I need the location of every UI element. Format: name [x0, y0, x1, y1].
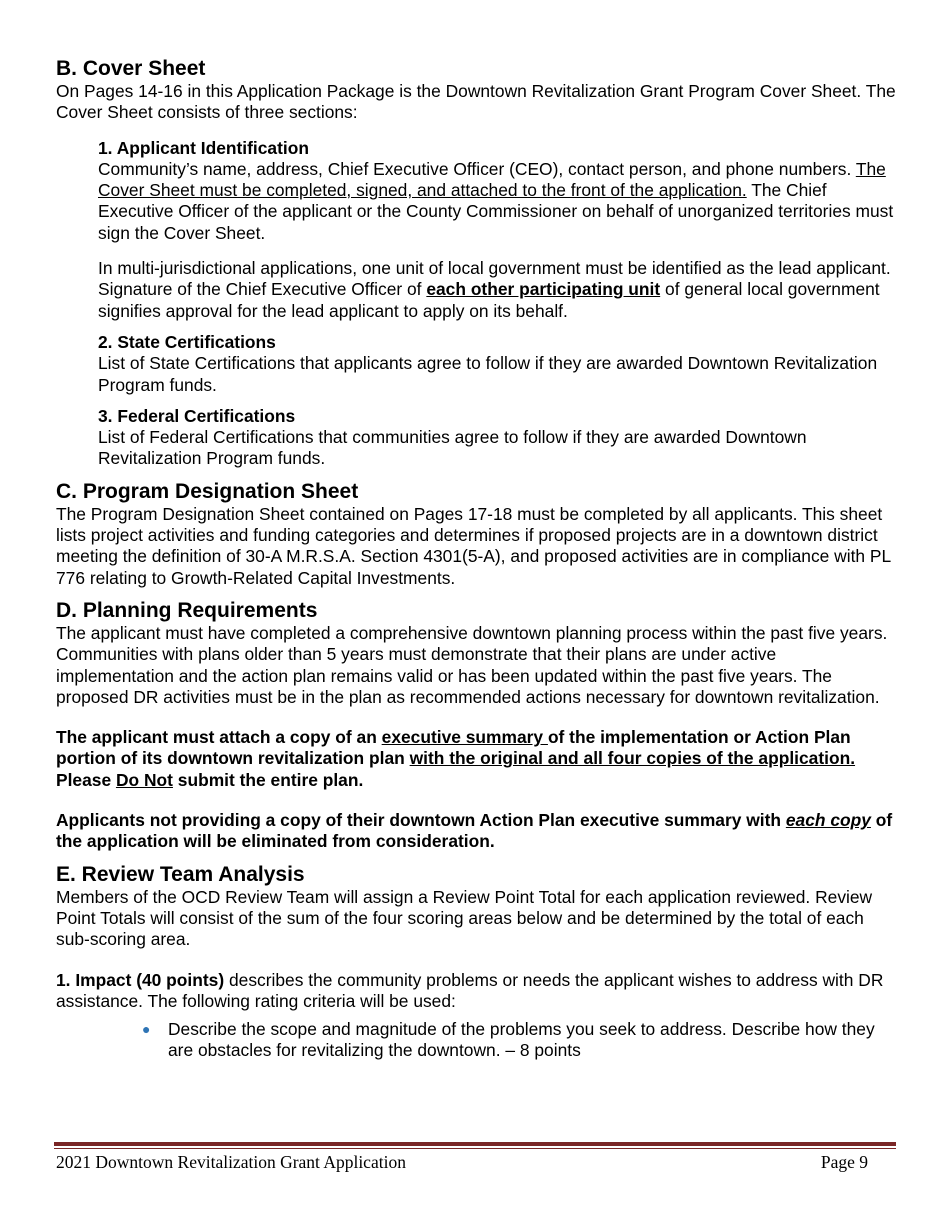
section-e-text: Members of the OCD Review Team will assign a Review Point Total for each application reviewed. Review Point Totals will consist of the sum of the four scoring areas below and be determined by the total of each sub-scoring area.	[56, 886, 873, 950]
applicant-identification	[98, 138, 896, 322]
section-d-text: The applicant must have completed a comprehensive downtown planning process within the past five years. Communities with plans older than 5 years must demonstrate that their plans are under active implementation and the action plan remains valid or has been updated within the past five years. The proposed DR activities must be in the plan as recommended actions necessary for downtown revitalization.	[56, 622, 888, 707]
page-content	[56, 57, 896, 1062]
section-c-heading: C. Program Designation Sheet	[56, 479, 359, 503]
footer-divider	[54, 1142, 896, 1149]
subsection-heading: 1. Applicant Identification	[98, 137, 309, 158]
executive-summary-requirement: The applicant must attach a copy of an executive summary of the implementation or Action Plan portion of its downtown revitalization plan with the original and all four copies of the application. Please Do Not submit the entire plan.	[56, 727, 856, 790]
federal-certifications	[98, 406, 896, 470]
state-certifications-text: List of State Certifications that applicants agree to follow if they are awarded Downtown Revitalization Program funds.	[98, 353, 878, 395]
bullet-text: Describe the scope and magnitude of the problems you seek to address. Describe how they are obstacles for revitalizing the downtown. – 8 points	[168, 1019, 875, 1061]
section-b-intro: On Pages 14-16 in this Application Package is the Downtown Revitalization Grant Program Cover Sheet. The Cover Sheet consists of three sections:	[56, 81, 896, 123]
applicant-identification-text: Community’s name, address, Chief Executive Officer (CEO), contact person, and phone numbers. The Cover Sheet must be completed, signed, and attached to the front of the application. The Chief Executive Officer of the applicant or the County Commissioner on behalf of unorganized territories must sign the Cover Sheet.	[98, 158, 894, 243]
federal-certifications-text: List of Federal Certifications that communities agree to follow if they are awarded Downtown Revitalization Program funds.	[98, 427, 807, 469]
impact-criteria: 1. Impact (40 points) describes the community problems or needs the applicant wishes to address with DR assistance. The following rating criteria will be used:	[56, 969, 884, 1011]
section-e-heading: E. Review Team Analysis	[56, 862, 305, 886]
subsection-heading: 2. State Certifications	[98, 331, 276, 352]
section-b-heading: B. Cover Sheet	[56, 57, 206, 80]
page-number: Page 9	[820, 1152, 868, 1172]
elimination-warning: Applicants not providing a copy of their downtown Action Plan executive summary with each copy of the application will be eliminated from consideration.	[56, 810, 893, 852]
list-item	[142, 1019, 896, 1062]
bullet-icon: ●	[142, 1021, 151, 1038]
section-c-text: The Program Designation Sheet contained on Pages 17-18 must be completed by all applicants. This sheet lists project activities and funding categories and determines if proposed projects are in a downtown district meeting the definition of 30-A M.R.S.A. Section 4301(5-A), and proposed activities are in compliance with PL 776 relating to Growth-Related Capital Investments.	[56, 503, 891, 588]
multi-jurisdiction-text: In multi-jurisdictional applications, one unit of local government must be identified as the lead applicant. Signature of the Chief Executive Officer of each other participating unit of general local government signifies approval for the lead applicant to apply on its behalf.	[98, 258, 891, 321]
footer-title: 2021 Downtown Revitalization Grant Application	[56, 1152, 406, 1172]
state-certifications	[98, 332, 896, 396]
section-d-heading: D. Planning Requirements	[56, 598, 318, 622]
subsection-heading: 3. Federal Certifications	[98, 405, 296, 426]
